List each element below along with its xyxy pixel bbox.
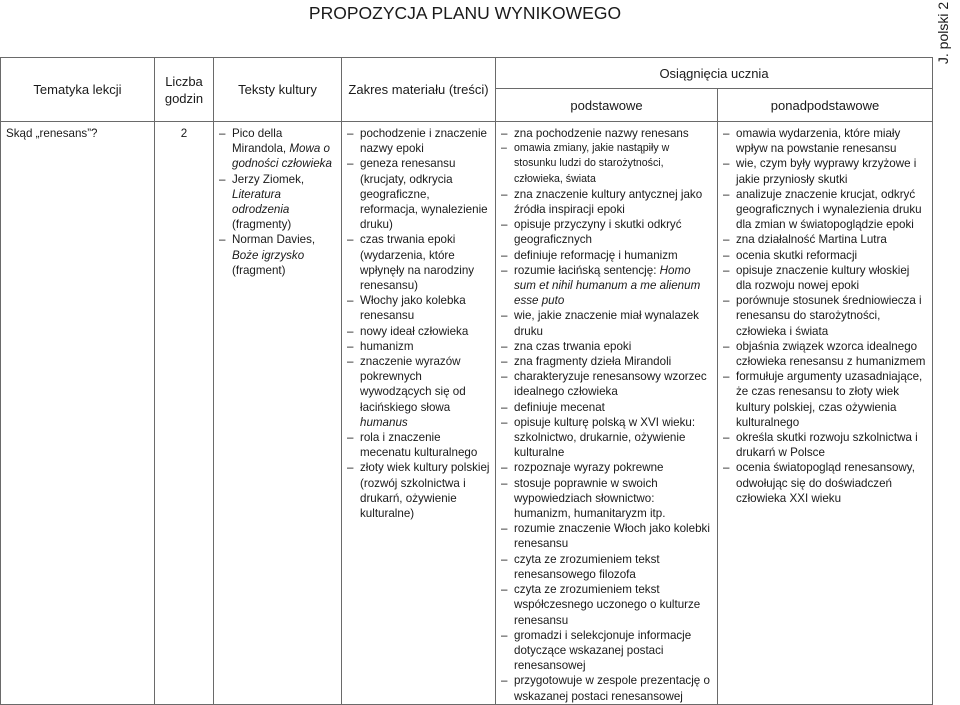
list-item: – objaśnia związek wzorca idealnego człowieka renesansu z humanizmem (723, 339, 927, 369)
list-item: – zna czas trwania epoki (501, 339, 712, 354)
list-item: – Włochy jako kolebka renesansu (347, 293, 490, 323)
cell-advanced (718, 122, 933, 705)
list-item: – rozumie znaczenie Włoch jako kolebki renesansu (501, 521, 712, 551)
basic-list (501, 126, 712, 704)
list-item: – definiuje reformację i humanizm (501, 248, 712, 263)
list-item: – rola i znaczenie mecenatu kulturalnego (347, 430, 490, 460)
table-row (1, 122, 933, 705)
header-hours (155, 58, 214, 122)
list-item: – rozumie łacińską sentencję: Homo sum et nihil humanum a me alienum esse puto (501, 263, 712, 309)
list-item: – porównuje stosunek średniowiecza i renesansu do starożytności, człowieka i świata (723, 293, 927, 339)
list-item: – opisuje kulturę polską w XVI wieku: szkolnictwo, drukarnie, ożywienie kulturalne (501, 415, 712, 461)
header-hours-line2: godzin (164, 90, 204, 106)
list-item: – pochodzenie i znaczenie nazwy epoki (347, 126, 490, 156)
list-item: – omawia wydarzenia, które miały wpływ na powstanie renesansu (723, 126, 927, 156)
list-item: – wie, jakie znaczenie miał wynalazek druku (501, 308, 712, 338)
header-hours-line1: Liczba (165, 73, 203, 89)
list-item: – złoty wiek kultury polskiej (rozwój szkolnictwa i drukarń, ożywienie kulturalne) (347, 460, 490, 521)
list-item: – Norman Davies, Boże igrzysko (fragment) (219, 232, 336, 278)
list-item: – Jerzy Ziomek, Literatura odrodzenia (fragmenty) (219, 172, 336, 233)
header-content-scope: Zakres materiału (treści) (342, 58, 496, 122)
list-item: – zna pochodzenie nazwy renesans (501, 126, 712, 141)
document-title: PROPOZYCJA PLANU WYNIKOWEGO (308, 3, 622, 23)
list-item: – ocenia skutki reformacji (723, 248, 927, 263)
list-item: – ocenia światopogląd renesansowy, odwołując się do doświadczeń człowieka XXI wieku (723, 460, 927, 506)
side-label: J. polski 2 (934, 1, 951, 65)
header-advanced: ponadpodstawowe (718, 89, 933, 122)
list-item: – opisuje znaczenie kultury włoskiej dla rozwoju nowej epoki (723, 263, 927, 293)
list-item: – nowy ideał człowieka (347, 324, 490, 339)
list-item: – czas trwania epoki (wydarzenia, które wpłynęły na narodziny renesansu) (347, 232, 490, 293)
cell-lesson-topic: Skąd „renesans”? (1, 122, 155, 705)
header-lesson-topic: Tematyka lekcji (1, 58, 155, 122)
list-item: – przygotowuje w zespole prezentację o wskazanej postaci renesansowej (501, 673, 712, 703)
list-item: – zna fragmenty dzieła Mirandoli (501, 354, 712, 369)
list-item: – zna znaczenie kultury antycznej jako źródła inspiracji epoki (501, 187, 712, 217)
list-item: – opisuje przyczyny i skutki odkryć geograficznych (501, 217, 712, 247)
list-item: – omawia zmiany, jakie nastąpiły w stosunku ludzi do starożytności, człowieka, świata (501, 141, 712, 187)
list-item: – czyta ze zrozumieniem tekst współczesnego uczonego o kulturze renesansu (501, 582, 712, 628)
header-achievements: Osiągnięcia ucznia (496, 58, 933, 89)
list-item: – rozpoznaje wyrazy pokrewne (501, 460, 712, 475)
cell-content-scope (342, 122, 496, 705)
list-item: – definiuje mecenat (501, 400, 712, 415)
list-item: – formułuje argumenty uzasadniające, że czas renesansu to złoty wiek kultury polskiej, czas ożywienia kulturalnego (723, 369, 927, 430)
list-item: – czyta ze zrozumieniem tekst renesansowego filozofa (501, 552, 712, 582)
list-item: – gromadzi i selekcjonuje informacje dotyczące wskazanej postaci renesansowej (501, 628, 712, 674)
list-item: – określa skutki rozwoju szkolnictwa i drukarń w Polsce (723, 430, 927, 460)
list-item: – wie, czym były wyprawy krzyżowe i jakie przyniosły skutki (723, 156, 927, 186)
cell-cultural-texts (214, 122, 342, 705)
list-item: – zna działalność Martina Lutra (723, 232, 927, 247)
content-scope-list (347, 126, 490, 521)
list-item: – geneza renesansu (krucjaty, odkrycia geograficzne, reformacja, wynalezienie druku) (347, 156, 490, 232)
header-basic: podstawowe (496, 89, 718, 122)
lesson-plan-table (0, 57, 933, 705)
list-item: – charakteryzuje renesansowy wzorzec idealnego człowieka (501, 369, 712, 399)
list-item: – znaczenie wyrazów pokrewnych wywodzących się od łacińskiego słowa humanus (347, 354, 490, 430)
list-item: – Pico della Mirandola, Mowa o godności człowieka (219, 126, 336, 172)
cultural-texts-list (219, 126, 336, 278)
advanced-list (723, 126, 927, 506)
list-item: – analizuje znaczenie krucjat, odkryć geograficznych i wynalezienia druku dla zmian w światopoglądzie epoki (723, 187, 927, 233)
cell-hours: 2 (155, 122, 214, 705)
list-item: – stosuje poprawnie w swoich wypowiedziach słownictwo: humanizm, humanitaryzm itp. (501, 476, 712, 522)
list-item: – humanizm (347, 339, 490, 354)
cell-basic (496, 122, 718, 705)
header-cultural-texts: Teksty kultury (214, 58, 342, 122)
